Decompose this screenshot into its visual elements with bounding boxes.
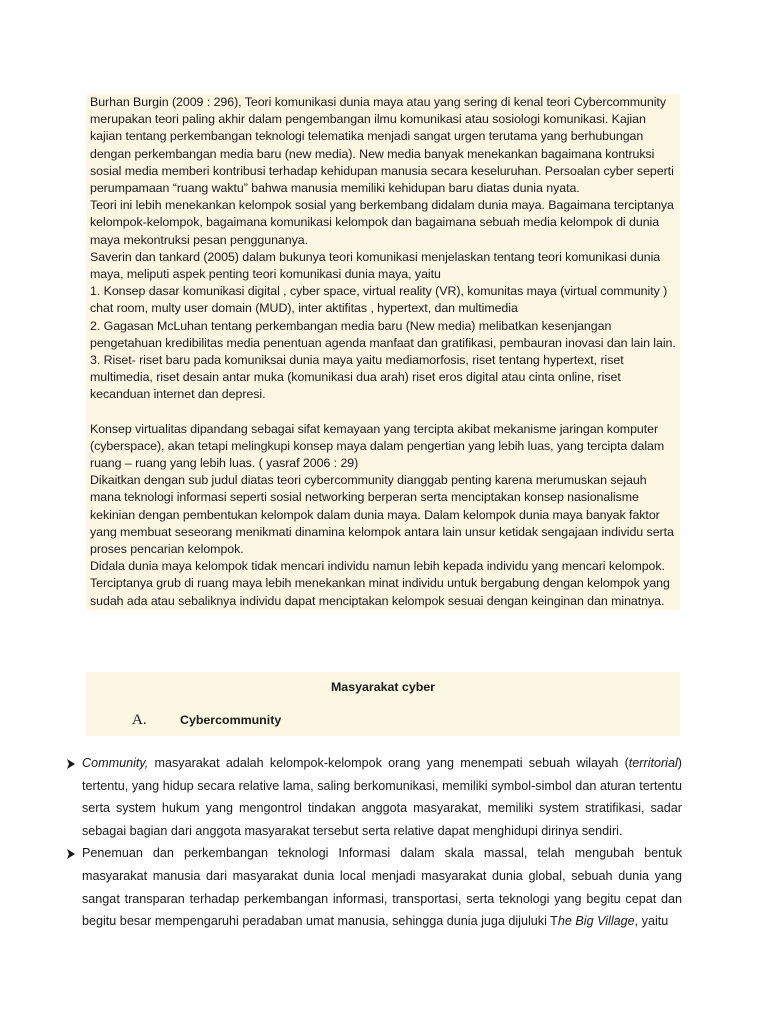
bullet-text	[82, 842, 682, 932]
italic-term: he Big Village	[557, 914, 635, 929]
bullet-text	[82, 752, 682, 842]
list-item: 2. Gagasan McLuhan tentang perkembangan media baru (New media) melibatkan kesenjangan pengetahuan kredibilitas media penentuan agenda manfaat dan gratifikasi, pembauran inovasi dan lain lain.	[90, 318, 676, 350]
list-item: 3. Riset- riset baru pada komuniksai dunia maya yaitu mediamorfosis, riset tentang hypertext, riset multimedia, riset desain antar muka (komunikasi dua arah) riset eros digital atau cinta online, riset kecanduan internet dan depresi.	[90, 353, 624, 402]
section-heading-block	[86, 672, 680, 736]
paragraph-gap	[90, 404, 676, 421]
bullet-item-teknologi	[66, 842, 682, 932]
section-title: Masyarakat cyber	[330, 680, 435, 694]
bullet-text-part: masyarakat adalah kelompok-kelompok orang yang menempati sebuah wilayah (	[148, 756, 629, 770]
arrow-bullet-icon	[66, 752, 80, 769]
italic-term: Community,	[82, 756, 149, 770]
paragraph: Konsep virtualitas dipandang sebagai sifat kemayaan yang tercipta akibat mekanisme jaringan komputer (cyberspace), akan tetapi melingkupi konsep maya dalam pengertian yang lebih luas, yang tercipta dalam ruang – ruang yang lebih luas. ( yasraf 2006 : 29)	[90, 421, 665, 471]
paragraph: Teori ini lebih menekankan kelompok sosial yang berkembang didalam dunia maya. Bagaimana terciptanya kelompok-kelompok, bagaimana komunikasi kelompok dan bagaimana sebuah media kelompok di dunia maya mekontruksi pesan penggunanya.	[90, 198, 674, 247]
italic-term: territorial	[628, 756, 678, 770]
paragraph: Saverin dan tankard (2005) dalam bukunya teori komunikasi menjelaskan tentang teori komunikasi dunia maya, meliputi aspek penting teori komunikasi dunia maya, yaitu	[90, 249, 661, 282]
bullet-item-community	[66, 752, 682, 842]
paragraph: Burhan Burgin (2009 : 296), Teori komunikasi dunia maya atau yang sering di kenal teori Cybercommunity merupakan teori paling akhir dalam pengembangan ilmu komunikasi atau sosiologi komunikasi. Kajian kajian tentang perkembangan teknologi telematika menjadi sangat urgen terutama yang berhubungan dengan perkembangan media baru (new media). New media banyak menekankan bagaimana kontruksi sosial media memberi kontribusi terhadap kehidupan manusia secara keseluruhan. Persoalan cyber seperti perumpamaan “ruang waktu” bahwa manusia memiliki kehidupan baru diatas dunia nyata.	[90, 95, 674, 196]
bullet-text-part: Penemuan dan perkembangan teknologi Informasi dalam skala massal, telah mengubah bentuk masyarakat manusia dari masyarakat dunia local menjadi masyarakat dunia global, sebuah dunia yang sangat transparan terhadap perkembangan informasi, transportasi, serta teknologi yang begitu cepat dan begitu besar mempengaruhi peradaban umat manusia, sehingga dunia juga dijuluki T	[82, 846, 682, 929]
paragraph: Didala dunia maya kelompok tidak mencari individu namun lebih kepada individu yang mencari kelompok. Terciptanya grub di ruang maya lebih menekankan minat individu untuk bergabung dengan kelompok yang sudah ada atau sebaliknya individu dapat menciptakan kelompok sesuai dengan keinginan dan minatnya.	[90, 559, 670, 608]
subsection-title: Cybercommunity	[180, 713, 282, 727]
subsection-letter: A.	[132, 712, 147, 728]
subsection-heading	[132, 712, 281, 729]
arrow-bullet-icon	[66, 842, 80, 859]
bullet-list	[66, 752, 682, 933]
paragraph: Dikaitkan dengan sub judul diatas teori cybercommunity dianggab penting karena merumuskan sejauh mana teknologi informasi seperti sosial networking berperan serta menciptakan konsep nasionalisme kekinian dengan pembentukan kelompok dalam dunia maya. Dalam kelompok dunia maya banyak faktor yang membuat seseorang menikmati dinamina kelompok antara lain unsur ketidak sengajaan individu serta proses pencarian kelompok.	[90, 473, 674, 557]
list-item: 1. Konsep dasar komunikasi digital , cyber space, virtual reality (VR), komunitas maya (virtual community ) chat room, multy user domain (MUD), inter aktifitas , hypertext, dan multimedia	[90, 284, 668, 316]
text-block-intro	[86, 94, 680, 610]
bullet-text-part: ) tertentu, yang hidup secara relative lama, saling berkomunikasi, memiliki symbol-simbol dan aturan tertentu serta system hukum yang mengontrol tindakan anggota masyarakat, memiliki system stratifikasi, sadar sebagai bagian dari anggota masyarakat tersebut serta relative dapat menghidupi dirinya sendiri.	[82, 756, 682, 838]
bullet-text-part: , yaitu	[634, 914, 669, 929]
